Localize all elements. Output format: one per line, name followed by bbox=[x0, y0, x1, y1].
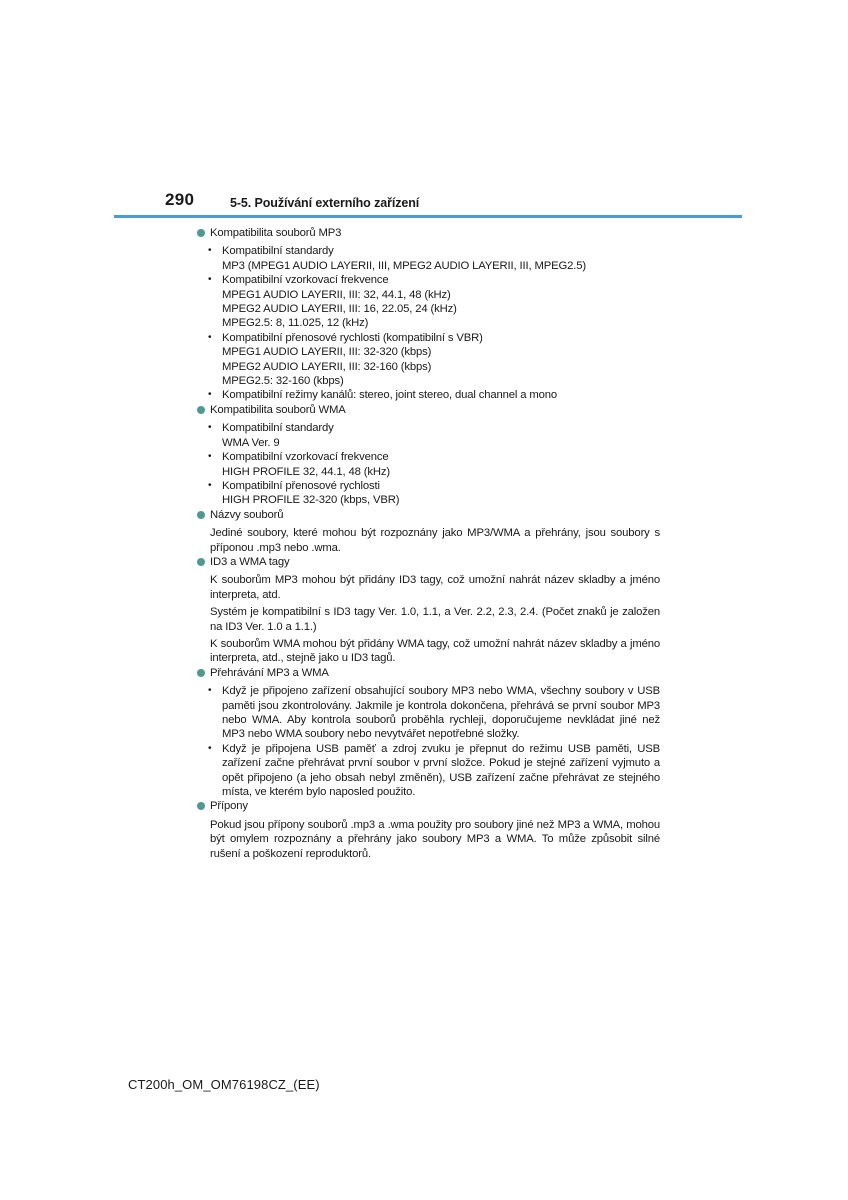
playback-notes-list bbox=[196, 684, 660, 799]
dot-bullet-icon: • bbox=[208, 245, 212, 257]
dot-bullet-icon: • bbox=[208, 331, 212, 343]
dot-bullet-icon: • bbox=[208, 742, 212, 754]
topic-title: Názvy souborů bbox=[210, 508, 284, 521]
list-item: • Kompatibilní standardy MP3 (MPEG1 AUDIO LAYERII, III, MPEG2 AUDIO LAYERII, III, MPEG2.5) bbox=[208, 245, 586, 272]
page-content bbox=[196, 226, 660, 861]
topic-title: Přehrávání MP3 a WMA bbox=[210, 666, 329, 679]
list-item: • Kompatibilní režimy kanálů: stereo, joint stereo, dual channel a mono bbox=[208, 389, 558, 402]
dot-bullet-icon: • bbox=[208, 451, 212, 463]
topic-title: Kompatibilita souborů MP3 bbox=[210, 227, 342, 239]
topic-extensions bbox=[196, 799, 660, 813]
dot-bullet-icon: • bbox=[208, 389, 212, 401]
dot-bullet-icon: • bbox=[208, 685, 212, 697]
paragraph: Jediné soubory, které mohou být rozpoznány jako MP3/WMA a přehrány, jsou soubory s příponou .mp3 nebo .wma. bbox=[210, 527, 660, 554]
topic-bullet-icon bbox=[197, 229, 205, 237]
paragraph: Systém je kompatibilní s ID3 tagy Ver. 1.0, 1.1, a Ver. 2.2, 2.3, 2.4. (Počet znaků je založen na ID3 Ver. 1.0 a 1.1.) bbox=[210, 606, 660, 633]
topic-bullet-icon bbox=[197, 802, 205, 810]
list-item: • Kompatibilní vzorkovací frekvence HIGH PROFILE 32, 44.1, 48 (kHz) bbox=[208, 451, 390, 478]
section-title: 5-5. Používání externího zařízení bbox=[230, 196, 420, 210]
page-number: 290 bbox=[165, 190, 195, 209]
list-item: • Když je připojena USB paměť a zdroj zvuku je přepnut do režimu USB paměti, USB zařízení začne přehrávat první soubor v první složce. Pokud je stejné zařízení vyjmuto a opět připojeno (a jeho obsah nebyl změněn), USB zařízení začne přehrávat ze stejného místa, ve kterém bylo naposled použito. bbox=[208, 742, 660, 799]
topic-bullet-icon bbox=[197, 669, 205, 677]
document-code: CT200h_OM_OM76198CZ_(EE) bbox=[128, 1077, 320, 1092]
topic-tags bbox=[196, 555, 660, 569]
topic-title: Přípony bbox=[210, 800, 248, 813]
list-item: • Kompatibilní vzorkovací frekvence MPEG1 AUDIO LAYERII, III: 32, 44.1, 48 (kHz) MPEG2 AUDIO LAYERII, III: 16, 22.05, 24 (kHz) MPEG2.5: 8, 11.025, 12 (kHz) bbox=[208, 274, 457, 330]
list-item: • Kompatibilní přenosové rychlosti (kompatibilní s VBR) MPEG1 AUDIO LAYERII, III: 32-320 (kbps) MPEG2 AUDIO LAYERII, III: 32-160 (kbps) MPEG2.5: 32-160 (kbps) bbox=[208, 331, 483, 388]
dot-bullet-icon: • bbox=[208, 479, 212, 491]
topic-playback bbox=[196, 666, 660, 680]
list-item: • Když je připojeno zařízení obsahující soubory MP3 nebo WMA, všechny soubory v USB paměti jsou zkontrolovány. Jakmile je kontrola dokončena, přehrává se první soubor MP3 nebo WMA. Aby kontrola souborů proběhla rychleji, doporučujeme nevkládat jiné než MP3 nebo WMA soubory nebo nevytvářet nepotřebné složky. bbox=[208, 685, 660, 741]
dot-bullet-icon: • bbox=[208, 422, 212, 434]
list-item: • Kompatibilní standardy WMA Ver. 9 bbox=[208, 422, 334, 449]
topic-title: Kompatibilita souborů WMA bbox=[210, 403, 346, 416]
header-rule bbox=[114, 215, 742, 218]
topic-bullet-icon bbox=[197, 511, 205, 519]
page-header bbox=[0, 190, 742, 220]
list-item: • Kompatibilní přenosové rychlosti HIGH PROFILE 32-320 (kbps, VBR) bbox=[208, 479, 400, 507]
paragraph: K souborům MP3 mohou být přidány ID3 tagy, což umožní nahrát název skladby a jméno interpreta, atd. bbox=[210, 574, 660, 601]
topic-wma-compatibility bbox=[196, 403, 660, 417]
mp3-spec-list bbox=[196, 244, 660, 402]
paragraph: K souborům WMA mohou být přidány WMA tagy, což umožní nahrát název skladby a jméno interpreta, atd., stejně jako u ID3 tagů. bbox=[210, 637, 660, 665]
topic-title: ID3 a WMA tagy bbox=[210, 555, 290, 568]
paragraph: Pokud jsou přípony souborů .mp3 a .wma použity pro soubory jiné než MP3 a WMA, mohou být omylem rozpoznány a přehrány jako soubory MP3 a WMA. To může způsobit silné rušení a poškození reproduktorů. bbox=[210, 818, 660, 860]
wma-spec-list bbox=[196, 421, 660, 507]
topic-bullet-icon bbox=[197, 406, 205, 414]
topic-bullet-icon bbox=[197, 558, 205, 566]
topic-file-names bbox=[196, 508, 660, 522]
dot-bullet-icon: • bbox=[208, 274, 212, 286]
topic-mp3-compatibility bbox=[196, 226, 660, 240]
